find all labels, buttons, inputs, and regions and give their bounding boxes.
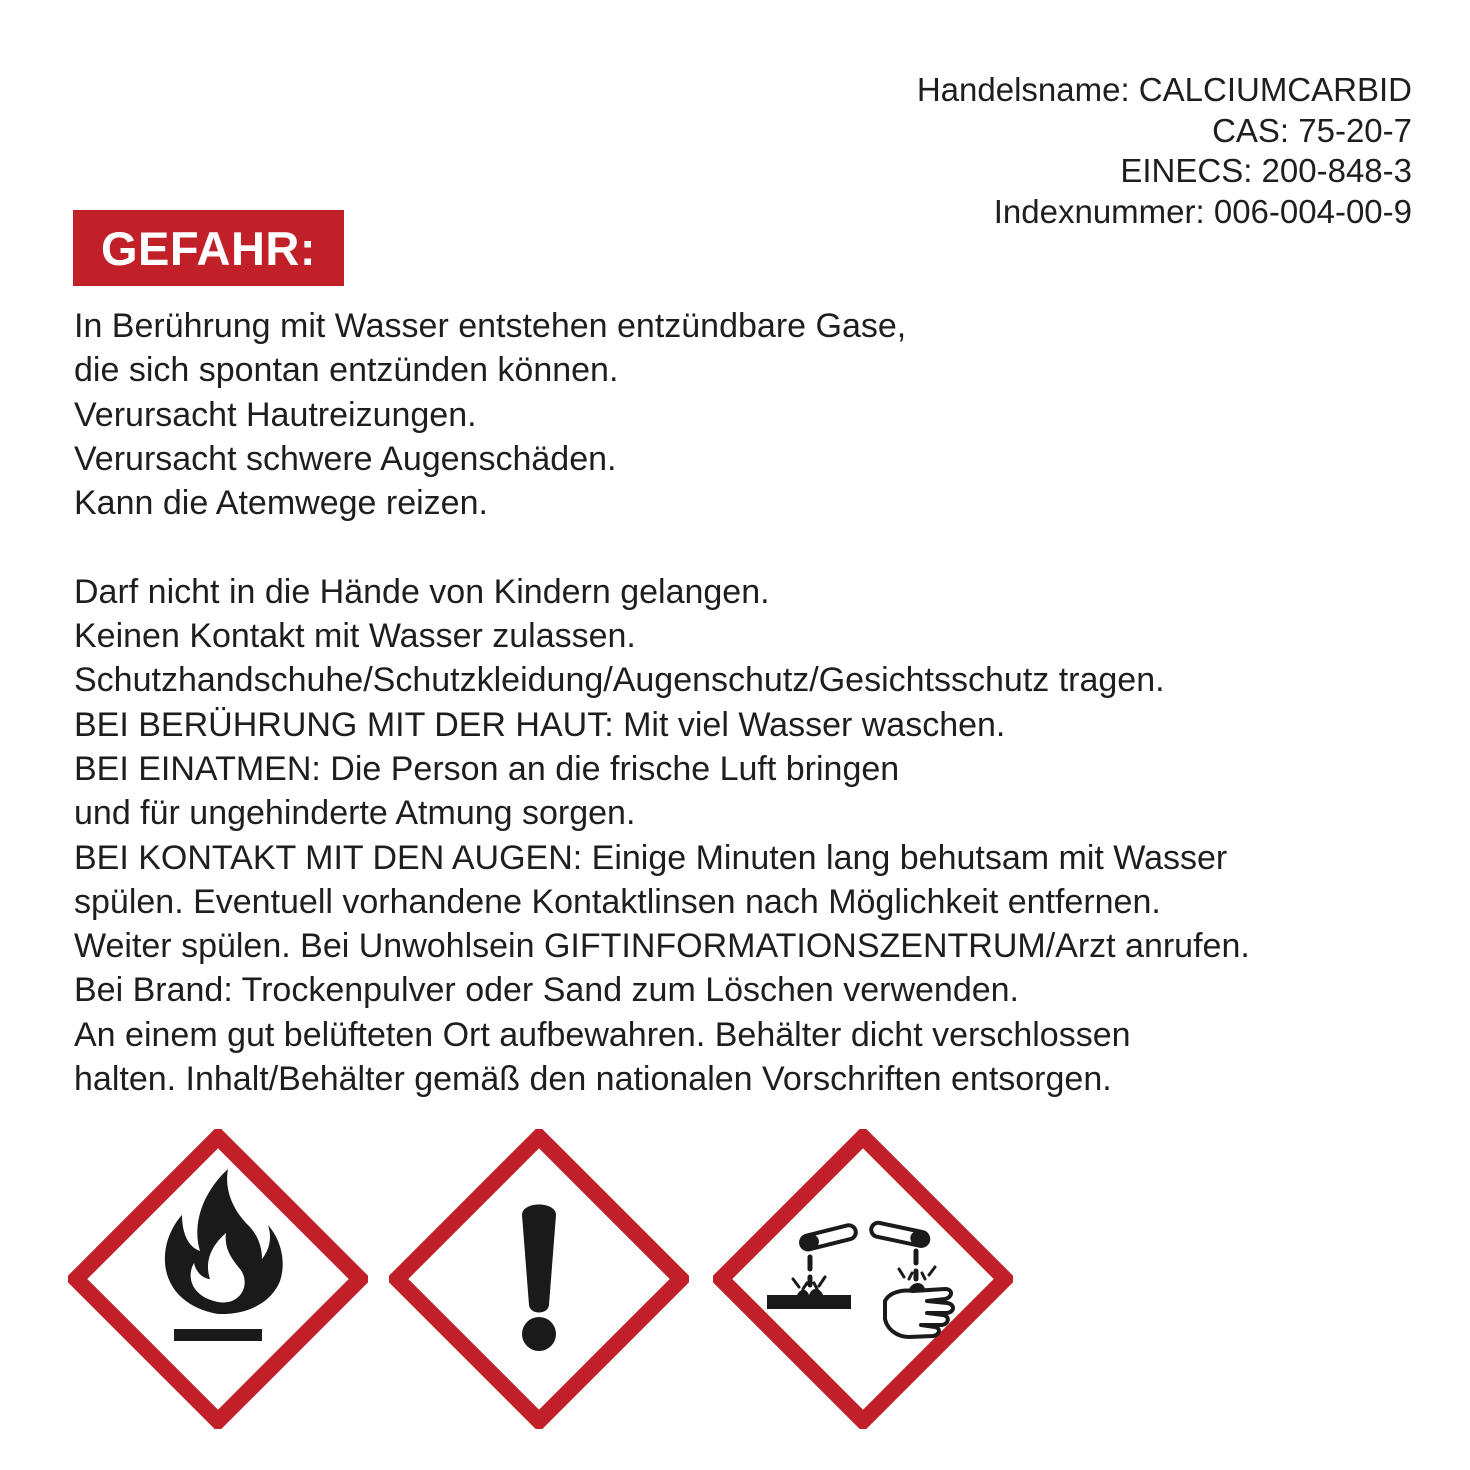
paragraph-gap	[74, 525, 1414, 569]
precautionary-statement: An einem gut belüfteten Ort aufbewahren. Behälter dicht verschlossen	[74, 1015, 1131, 1054]
hazard-statement: In Berührung mit Wasser entstehen entzündbare Gase,	[74, 307, 907, 345]
product-info	[917, 70, 1412, 232]
precautionary-statements	[74, 570, 1414, 1102]
precautionary-statement: BEI BERÜHRUNG MIT DER HAUT: Mit viel Wasser waschen.	[74, 705, 1006, 744]
precautionary-statement: halten. Inhalt/Behälter gemäß den nationalen Vorschriften entsorgen.	[74, 1060, 1112, 1099]
precautionary-statement: Keinen Kontakt mit Wasser zulassen.	[74, 617, 636, 656]
index-number: Indexnummer: 006-004-00-9	[993, 192, 1412, 230]
precautionary-statement: Darf nicht in die Hände von Kindern gelangen.	[74, 572, 770, 611]
einecs-number: EINECS: 200-848-3	[1120, 152, 1412, 189]
hazard-statement: Verursacht schwere Augenschäden.	[74, 439, 617, 478]
precautionary-statement: BEI EINATMEN: Die Person an die frische Luft bringen	[74, 749, 900, 788]
trade-name: Handelsname: CALCIUMCARBID	[916, 71, 1412, 108]
precautionary-statement: und für ungehinderte Atmung sorgen.	[74, 794, 636, 833]
hazard-statement: die sich spontan entzünden können.	[74, 351, 619, 390]
hazard-statement: Verursacht Hautreizungen.	[74, 395, 477, 434]
hazard-statements	[74, 304, 1414, 525]
signal-word: GEFAHR:	[101, 221, 316, 275]
precautionary-statement: Bei Brand: Trockenpulver oder Sand zum Löschen verwenden.	[74, 971, 1019, 1010]
signal-word-badge	[73, 210, 344, 286]
cas-number: CAS: 75-20-7	[1212, 111, 1412, 149]
exclamation-mark-icon	[389, 1129, 689, 1429]
precautionary-statement: spülen. Eventuell vorhandene Kontaktlinsen nach Möglichkeit entfernen.	[74, 882, 1161, 921]
precautionary-statement: Schutzhandschuhe/Schutzkleidung/Augenschutz/Gesichtsschutz tragen.	[74, 661, 1165, 700]
precautionary-statement: BEI KONTAKT MIT DEN AUGEN: Einige Minuten lang behutsam mit Wasser	[74, 838, 1228, 877]
statements	[74, 304, 1414, 1101]
hazard-statement: Kann die Atemwege reizen.	[74, 484, 488, 523]
corrosion-icon	[713, 1129, 1013, 1429]
flame-icon	[68, 1129, 368, 1429]
precautionary-statement: Weiter spülen. Bei Unwohlsein GIFTINFORMATIONSZENTRUM/Arzt anrufen.	[74, 927, 1250, 966]
